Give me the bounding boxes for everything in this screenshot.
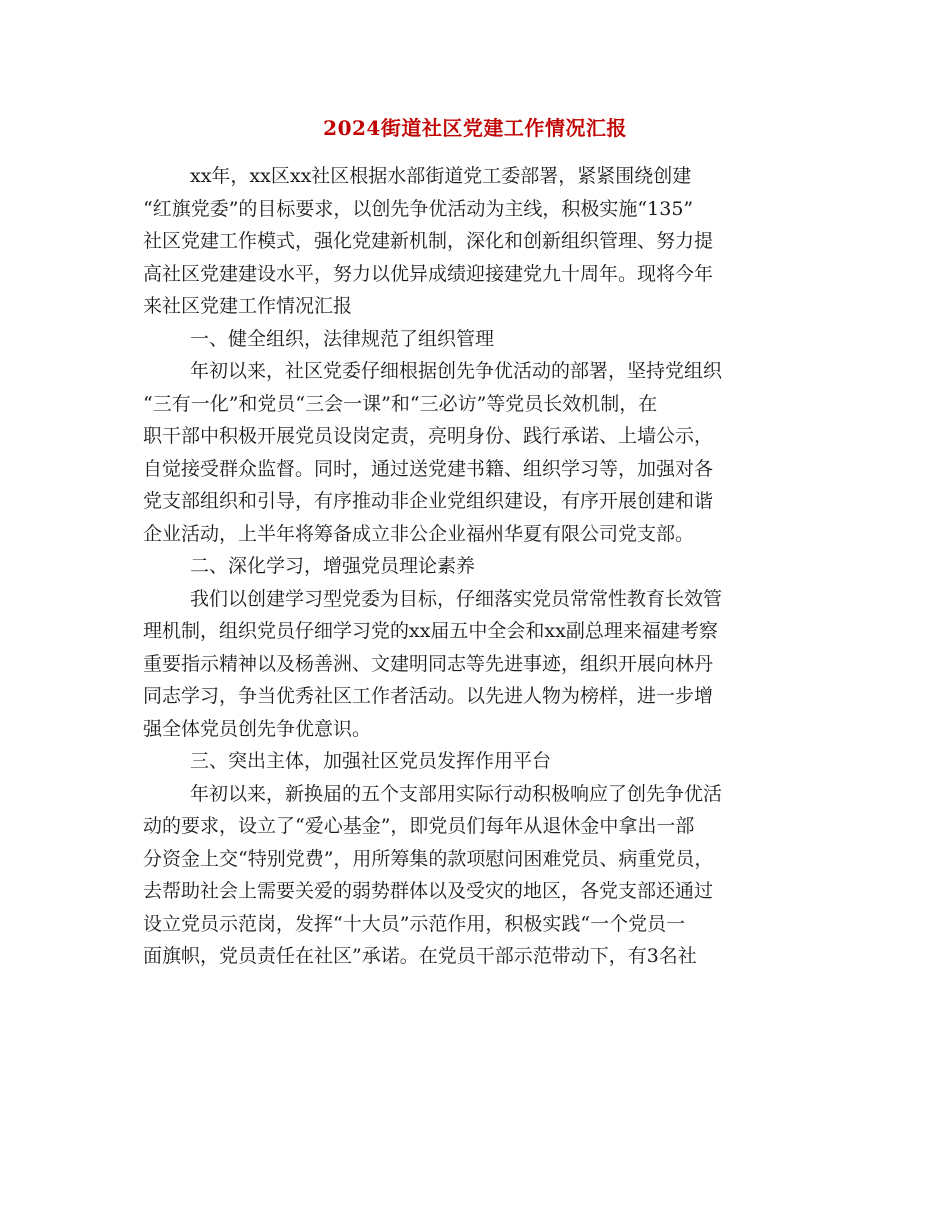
text-line: 理机制，组织党员仔细学习党的xx届五中全会和xx副总理来福建考察 bbox=[143, 620, 718, 642]
text-line: 重要指示精神以及杨善洲、文建明同志等先进事迹，组织开展向林丹 bbox=[143, 652, 714, 675]
text-line: 去帮助社会上需要关爱的弱势群体以及受灾的地区，各党支部还通过 bbox=[143, 880, 714, 902]
text-line: 强全体党员创先争优意识。 bbox=[143, 717, 372, 740]
text-line: 设立党员示范岗，发挥“十大员”示范作用，积极实践“一个党员一 bbox=[143, 912, 686, 935]
text-line: xx年，xx区xx社区根据水部街道党工委部署，紧紧围绕创建 bbox=[190, 165, 692, 187]
text-line: 二、深化学习，增强党员理论素养 bbox=[190, 555, 476, 577]
text-line: 企业活动，上半年将筹备成立非公企业福州华夏有限公司党支部。 bbox=[143, 522, 695, 545]
text-line: 社区党建工作模式，强化党建新机制，深化和创新组织管理、努力提 bbox=[143, 230, 714, 252]
text-line: 党支部组织和引导，有序推动非企业党组织建设，有序开展创建和谐 bbox=[143, 490, 714, 512]
text-line: 分资金上交“特别党费”，用所筹集的款项慰问困难党员、病重党员， bbox=[143, 847, 714, 870]
text-line: 年初以来，新换届的五个支部用实际行动积极响应了创先争优活 bbox=[190, 782, 723, 805]
text-line: 三、突出主体，加强社区党员发挥作用平台 bbox=[190, 750, 552, 772]
text-line: 一、健全组织，法律规范了组织管理 bbox=[190, 327, 495, 350]
text-line: 来社区党建工作情况汇报 bbox=[143, 295, 353, 317]
text-line: 职干部中积极开展党员设岗定责，亮明身份、践行承诺、上墙公示， bbox=[143, 425, 714, 447]
text-line: 高社区党建建设水平，努力以优异成绩迎接建党九十周年。现将今年 bbox=[143, 262, 714, 285]
text-line: 自觉接受群众监督。同时，通过送党建书籍、组织学习等，加强对各 bbox=[143, 457, 714, 480]
text-line: “三有一化”和党员“三会一课”和“三必访”等党员长效机制，在 bbox=[143, 392, 658, 415]
text-line: 我们以创建学习型党委为目标，仔细落实党员常常性教育长效管 bbox=[190, 587, 723, 610]
text-line: 年初以来，社区党委仔细根据创先争优活动的部署，坚持党组织 bbox=[190, 360, 723, 382]
text-line: 面旗帜，党员责任在社区”承诺。在党员干部示范带动下，有3名社 bbox=[143, 945, 697, 967]
document-body bbox=[143, 160, 811, 973]
document-title: 2024街道社区党建工作情况汇报 bbox=[323, 116, 627, 140]
text-line: “红旗党委”的目标要求，以创先争优活动为主线，积极实施“135” bbox=[143, 197, 694, 220]
text-line: 同志学习，争当优秀社区工作者活动。以先进人物为榜样，进一步增 bbox=[143, 685, 714, 707]
text-line: 动的要求，设立了“爱心基金”，即党员们每年从退休金中拿出一部 bbox=[143, 815, 695, 837]
